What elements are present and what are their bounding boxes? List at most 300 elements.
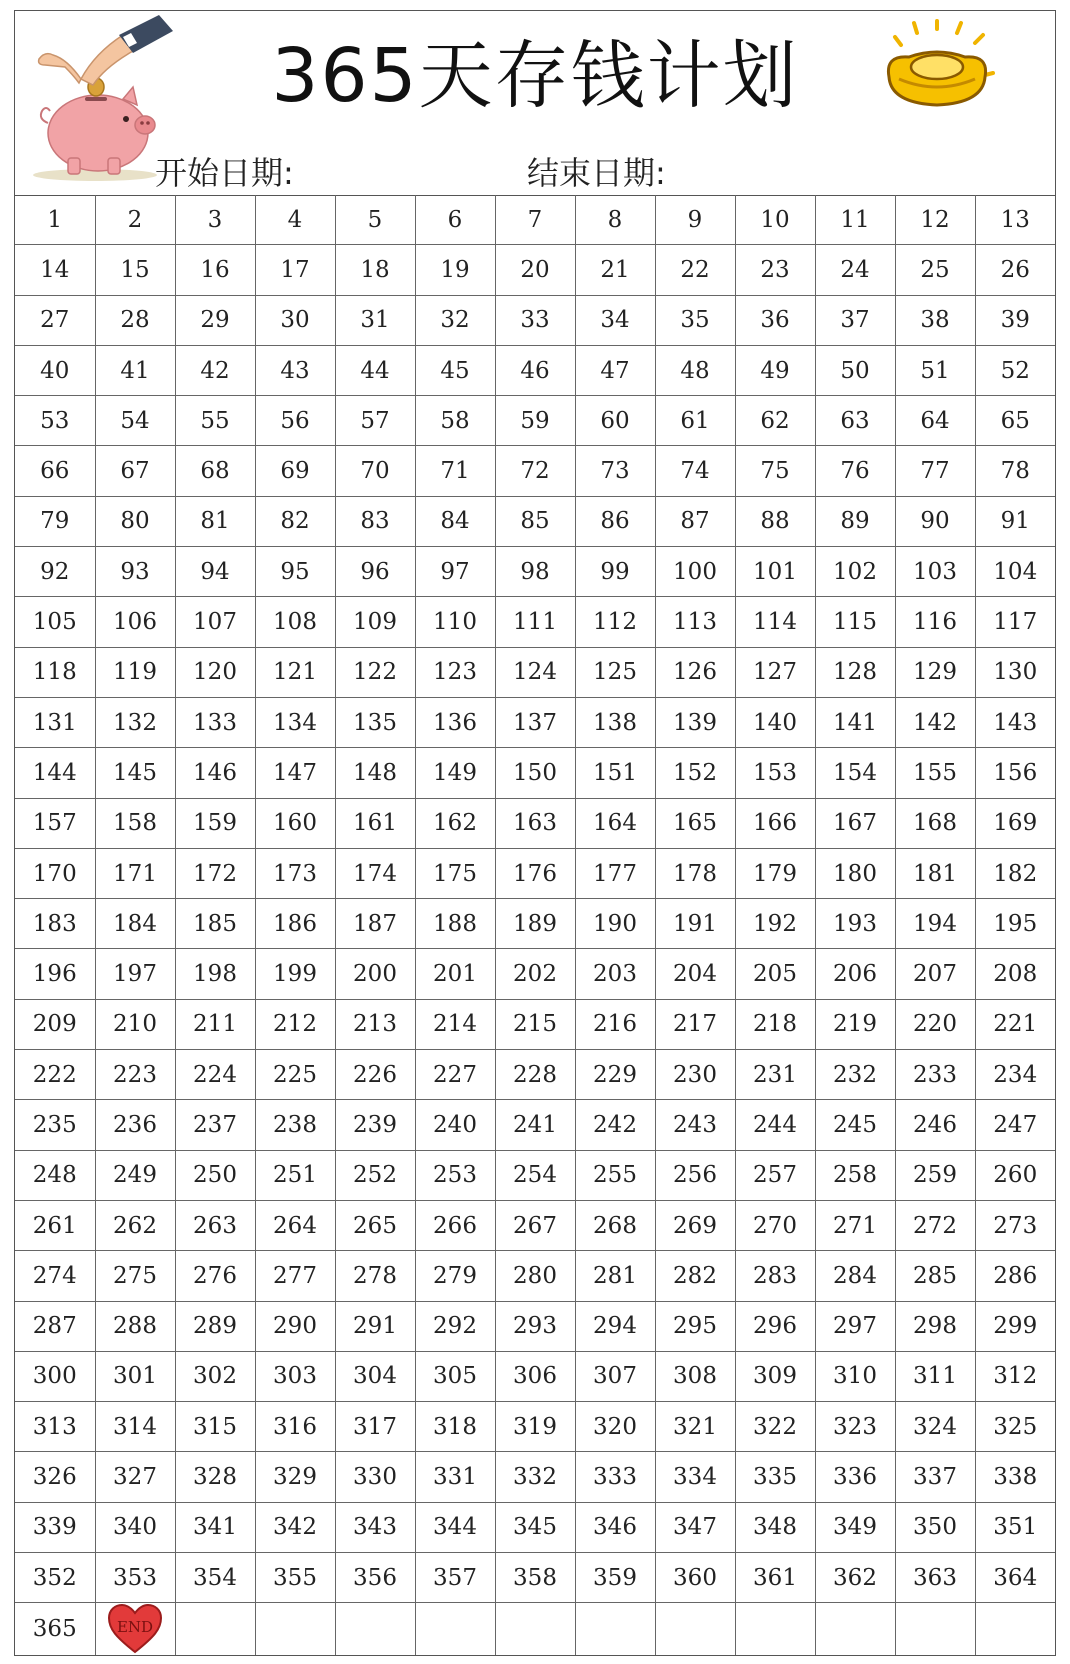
day-cell[interactable]: 143 (975, 697, 1055, 747)
day-cell[interactable]: 330 (335, 1452, 415, 1502)
day-cell[interactable]: 63 (815, 396, 895, 446)
day-cell[interactable]: 39 (975, 295, 1055, 345)
day-cell[interactable]: 280 (495, 1251, 575, 1301)
day-cell[interactable]: 11 (815, 195, 895, 245)
day-cell[interactable]: 299 (975, 1301, 1055, 1351)
day-cell[interactable]: 35 (655, 295, 735, 345)
day-cell[interactable]: 306 (495, 1351, 575, 1401)
day-cell[interactable]: 272 (895, 1200, 975, 1250)
day-cell[interactable]: 121 (255, 647, 335, 697)
day-cell[interactable]: 283 (735, 1251, 815, 1301)
day-cell[interactable]: 297 (815, 1301, 895, 1351)
day-cell[interactable]: 80 (95, 496, 175, 546)
day-cell[interactable]: 290 (255, 1301, 335, 1351)
day-cell[interactable]: 333 (575, 1452, 655, 1502)
day-cell[interactable]: 361 (735, 1553, 815, 1603)
day-cell[interactable]: 274 (15, 1251, 95, 1301)
day-cell[interactable]: 185 (175, 899, 255, 949)
day-cell[interactable]: 279 (415, 1251, 495, 1301)
day-cell[interactable]: 363 (895, 1553, 975, 1603)
day-cell[interactable]: 107 (175, 597, 255, 647)
day-cell[interactable]: 123 (415, 647, 495, 697)
day-cell[interactable]: 74 (655, 446, 735, 496)
day-cell[interactable]: 132 (95, 697, 175, 747)
day-cell[interactable]: 100 (655, 547, 735, 597)
day-cell[interactable]: 93 (95, 547, 175, 597)
day-cell[interactable]: 41 (95, 345, 175, 395)
day-cell[interactable]: 120 (175, 647, 255, 697)
day-cell[interactable]: 184 (95, 899, 175, 949)
day-cell[interactable]: 339 (15, 1502, 95, 1552)
day-cell[interactable]: 85 (495, 496, 575, 546)
day-cell[interactable]: 117 (975, 597, 1055, 647)
day-cell[interactable]: 261 (15, 1200, 95, 1250)
day-cell[interactable]: 275 (95, 1251, 175, 1301)
day-cell[interactable]: 226 (335, 1050, 415, 1100)
day-cell[interactable]: 216 (575, 999, 655, 1049)
day-cell[interactable]: 124 (495, 647, 575, 697)
day-cell[interactable]: 31 (335, 295, 415, 345)
day-cell[interactable]: 94 (175, 547, 255, 597)
day-cell[interactable]: 355 (255, 1553, 335, 1603)
day-cell[interactable]: 218 (735, 999, 815, 1049)
day-cell[interactable]: 22 (655, 245, 735, 295)
day-cell[interactable]: 189 (495, 899, 575, 949)
day-cell[interactable]: 83 (335, 496, 415, 546)
day-cell[interactable]: 40 (15, 345, 95, 395)
day-cell[interactable]: 116 (895, 597, 975, 647)
day-cell[interactable]: 10 (735, 195, 815, 245)
day-cell[interactable]: 58 (415, 396, 495, 446)
day-cell[interactable]: 255 (575, 1150, 655, 1200)
day-cell[interactable]: 277 (255, 1251, 335, 1301)
day-cell[interactable]: 207 (895, 949, 975, 999)
empty-cell[interactable] (495, 1603, 575, 1656)
day-cell[interactable]: 186 (255, 899, 335, 949)
day-cell[interactable]: 113 (655, 597, 735, 647)
day-cell[interactable]: 223 (95, 1050, 175, 1100)
day-cell[interactable]: 325 (975, 1402, 1055, 1452)
day-cell[interactable]: 190 (575, 899, 655, 949)
day-cell[interactable]: 3 (175, 195, 255, 245)
day-cell[interactable]: 122 (335, 647, 415, 697)
day-cell[interactable]: 69 (255, 446, 335, 496)
day-cell[interactable]: 140 (735, 697, 815, 747)
day-cell[interactable]: 256 (655, 1150, 735, 1200)
day-cell[interactable]: 309 (735, 1351, 815, 1401)
day-cell[interactable]: 356 (335, 1553, 415, 1603)
day-cell[interactable]: 252 (335, 1150, 415, 1200)
empty-cell[interactable] (655, 1603, 735, 1656)
day-cell[interactable]: 17 (255, 245, 335, 295)
day-cell[interactable]: 237 (175, 1100, 255, 1150)
day-cell[interactable]: 59 (495, 396, 575, 446)
day-cell[interactable]: 30 (255, 295, 335, 345)
day-cell[interactable]: 239 (335, 1100, 415, 1150)
day-cell[interactable]: 130 (975, 647, 1055, 697)
day-cell[interactable]: 51 (895, 345, 975, 395)
day-cell[interactable]: 289 (175, 1301, 255, 1351)
day-cell[interactable]: 135 (335, 697, 415, 747)
day-cell[interactable]: 228 (495, 1050, 575, 1100)
day-cell[interactable]: 281 (575, 1251, 655, 1301)
day-cell[interactable]: 345 (495, 1502, 575, 1552)
day-cell[interactable]: 99 (575, 547, 655, 597)
day-cell[interactable]: 362 (815, 1553, 895, 1603)
day-cell[interactable]: 233 (895, 1050, 975, 1100)
day-cell[interactable]: 172 (175, 848, 255, 898)
day-cell[interactable]: 250 (175, 1150, 255, 1200)
day-cell[interactable]: 1 (15, 195, 95, 245)
day-cell[interactable]: 298 (895, 1301, 975, 1351)
day-cell[interactable]: 125 (575, 647, 655, 697)
day-cell[interactable]: 183 (15, 899, 95, 949)
day-cell[interactable]: 295 (655, 1301, 735, 1351)
day-cell[interactable]: 269 (655, 1200, 735, 1250)
day-cell[interactable]: 199 (255, 949, 335, 999)
day-cell[interactable]: 296 (735, 1301, 815, 1351)
day-cell[interactable]: 148 (335, 748, 415, 798)
day-cell[interactable]: 7 (495, 195, 575, 245)
day-cell[interactable]: 241 (495, 1100, 575, 1150)
day-cell[interactable]: 315 (175, 1402, 255, 1452)
day-cell[interactable]: 243 (655, 1100, 735, 1150)
day-cell[interactable]: 202 (495, 949, 575, 999)
day-cell[interactable]: 232 (815, 1050, 895, 1100)
end-cell[interactable] (95, 1603, 175, 1656)
day-cell[interactable]: 221 (975, 999, 1055, 1049)
empty-cell[interactable] (815, 1603, 895, 1656)
day-cell[interactable]: 26 (975, 245, 1055, 295)
day-cell[interactable]: 195 (975, 899, 1055, 949)
day-cell[interactable]: 90 (895, 496, 975, 546)
day-cell[interactable]: 158 (95, 798, 175, 848)
day-cell[interactable]: 72 (495, 446, 575, 496)
day-cell[interactable]: 251 (255, 1150, 335, 1200)
day-cell[interactable]: 337 (895, 1452, 975, 1502)
day-cell[interactable]: 254 (495, 1150, 575, 1200)
day-cell[interactable]: 145 (95, 748, 175, 798)
day-cell[interactable]: 49 (735, 345, 815, 395)
day-cell[interactable]: 271 (815, 1200, 895, 1250)
day-cell[interactable]: 163 (495, 798, 575, 848)
day-cell[interactable]: 198 (175, 949, 255, 999)
day-cell[interactable]: 227 (415, 1050, 495, 1100)
day-cell[interactable]: 141 (815, 697, 895, 747)
day-cell[interactable]: 352 (15, 1553, 95, 1603)
day-cell[interactable]: 192 (735, 899, 815, 949)
day-cell[interactable]: 187 (335, 899, 415, 949)
day-cell[interactable]: 61 (655, 396, 735, 446)
day-cell[interactable]: 109 (335, 597, 415, 647)
day-cell[interactable]: 174 (335, 848, 415, 898)
day-cell[interactable]: 188 (415, 899, 495, 949)
day-cell[interactable]: 273 (975, 1200, 1055, 1250)
day-cell[interactable]: 118 (15, 647, 95, 697)
day-cell[interactable]: 38 (895, 295, 975, 345)
day-cell[interactable]: 234 (975, 1050, 1055, 1100)
day-cell[interactable]: 341 (175, 1502, 255, 1552)
day-cell[interactable]: 238 (255, 1100, 335, 1150)
day-cell[interactable]: 358 (495, 1553, 575, 1603)
day-cell[interactable]: 138 (575, 697, 655, 747)
day-cell[interactable]: 15 (95, 245, 175, 295)
day-cell[interactable]: 131 (15, 697, 95, 747)
day-cell[interactable]: 200 (335, 949, 415, 999)
day-cell[interactable]: 14 (15, 245, 95, 295)
day-cell[interactable]: 179 (735, 848, 815, 898)
day-cell[interactable]: 56 (255, 396, 335, 446)
day-cell[interactable]: 354 (175, 1553, 255, 1603)
day-cell[interactable]: 60 (575, 396, 655, 446)
day-cell[interactable]: 76 (815, 446, 895, 496)
day-cell[interactable]: 262 (95, 1200, 175, 1250)
day-cell[interactable]: 307 (575, 1351, 655, 1401)
day-cell[interactable]: 225 (255, 1050, 335, 1100)
day-cell[interactable]: 340 (95, 1502, 175, 1552)
empty-cell[interactable] (735, 1603, 815, 1656)
day-cell[interactable]: 244 (735, 1100, 815, 1150)
day-cell[interactable]: 211 (175, 999, 255, 1049)
day-cell[interactable]: 68 (175, 446, 255, 496)
day-cell[interactable]: 203 (575, 949, 655, 999)
day-cell[interactable]: 6 (415, 195, 495, 245)
day-cell[interactable]: 313 (15, 1402, 95, 1452)
day-cell[interactable]: 324 (895, 1402, 975, 1452)
day-cell[interactable]: 220 (895, 999, 975, 1049)
day-cell[interactable]: 230 (655, 1050, 735, 1100)
day-cell[interactable]: 359 (575, 1553, 655, 1603)
day-cell[interactable]: 53 (15, 396, 95, 446)
day-cell[interactable]: 137 (495, 697, 575, 747)
day-cell[interactable]: 300 (15, 1351, 95, 1401)
day-cell[interactable]: 152 (655, 748, 735, 798)
day-cell[interactable]: 57 (335, 396, 415, 446)
day-cell[interactable]: 332 (495, 1452, 575, 1502)
day-cell[interactable]: 357 (415, 1553, 495, 1603)
day-cell[interactable]: 8 (575, 195, 655, 245)
day-cell[interactable]: 353 (95, 1553, 175, 1603)
day-cell[interactable]: 204 (655, 949, 735, 999)
day-cell[interactable]: 201 (415, 949, 495, 999)
day-cell[interactable]: 320 (575, 1402, 655, 1452)
day-cell[interactable]: 308 (655, 1351, 735, 1401)
day-cell[interactable]: 162 (415, 798, 495, 848)
day-cell[interactable]: 336 (815, 1452, 895, 1502)
day-cell[interactable]: 208 (975, 949, 1055, 999)
day-cell[interactable]: 37 (815, 295, 895, 345)
day-cell[interactable]: 33 (495, 295, 575, 345)
empty-cell[interactable] (335, 1603, 415, 1656)
empty-cell[interactable] (255, 1603, 335, 1656)
day-cell[interactable]: 240 (415, 1100, 495, 1150)
day-cell[interactable]: 82 (255, 496, 335, 546)
day-cell[interactable]: 266 (415, 1200, 495, 1250)
day-cell[interactable]: 276 (175, 1251, 255, 1301)
day-cell[interactable]: 178 (655, 848, 735, 898)
day-cell[interactable]: 180 (815, 848, 895, 898)
day-cell[interactable]: 364 (975, 1553, 1055, 1603)
day-cell[interactable]: 212 (255, 999, 335, 1049)
day-cell[interactable]: 264 (255, 1200, 335, 1250)
day-cell[interactable]: 224 (175, 1050, 255, 1100)
day-cell[interactable]: 153 (735, 748, 815, 798)
day-cell[interactable]: 350 (895, 1502, 975, 1552)
day-cell[interactable]: 214 (415, 999, 495, 1049)
day-cell[interactable]: 194 (895, 899, 975, 949)
day-cell[interactable]: 70 (335, 446, 415, 496)
day-cell[interactable]: 219 (815, 999, 895, 1049)
day-cell[interactable]: 210 (95, 999, 175, 1049)
day-cell[interactable]: 235 (15, 1100, 95, 1150)
day-cell[interactable]: 303 (255, 1351, 335, 1401)
day-cell[interactable]: 142 (895, 697, 975, 747)
day-cell[interactable]: 54 (95, 396, 175, 446)
day-cell[interactable]: 247 (975, 1100, 1055, 1150)
day-cell[interactable]: 42 (175, 345, 255, 395)
day-cell[interactable]: 2 (95, 195, 175, 245)
day-cell[interactable]: 301 (95, 1351, 175, 1401)
day-cell[interactable]: 346 (575, 1502, 655, 1552)
day-cell[interactable]: 104 (975, 547, 1055, 597)
day-cell[interactable]: 331 (415, 1452, 495, 1502)
day-cell[interactable]: 193 (815, 899, 895, 949)
day-cell[interactable]: 157 (15, 798, 95, 848)
day-cell[interactable]: 182 (975, 848, 1055, 898)
day-cell[interactable]: 167 (815, 798, 895, 848)
day-cell[interactable]: 253 (415, 1150, 495, 1200)
day-cell[interactable]: 347 (655, 1502, 735, 1552)
day-cell[interactable]: 55 (175, 396, 255, 446)
day-cell[interactable]: 318 (415, 1402, 495, 1452)
day-cell[interactable]: 160 (255, 798, 335, 848)
day-cell[interactable]: 110 (415, 597, 495, 647)
day-cell[interactable]: 170 (15, 848, 95, 898)
day-cell[interactable]: 311 (895, 1351, 975, 1401)
day-cell[interactable]: 154 (815, 748, 895, 798)
day-cell[interactable]: 98 (495, 547, 575, 597)
day-cell[interactable]: 136 (415, 697, 495, 747)
day-cell[interactable]: 360 (655, 1553, 735, 1603)
day-cell[interactable]: 45 (415, 345, 495, 395)
day-cell[interactable]: 67 (95, 446, 175, 496)
day-cell[interactable]: 21 (575, 245, 655, 295)
day-cell[interactable]: 91 (975, 496, 1055, 546)
day-cell[interactable]: 44 (335, 345, 415, 395)
day-cell[interactable]: 50 (815, 345, 895, 395)
empty-cell[interactable] (895, 1603, 975, 1656)
day-cell[interactable]: 181 (895, 848, 975, 898)
day-cell[interactable]: 215 (495, 999, 575, 1049)
day-cell[interactable]: 217 (655, 999, 735, 1049)
day-cell[interactable]: 349 (815, 1502, 895, 1552)
day-cell[interactable]: 144 (15, 748, 95, 798)
day-cell[interactable]: 23 (735, 245, 815, 295)
day-cell[interactable]: 231 (735, 1050, 815, 1100)
day-cell[interactable]: 151 (575, 748, 655, 798)
day-cell[interactable]: 338 (975, 1452, 1055, 1502)
day-cell[interactable]: 5 (335, 195, 415, 245)
day-cell[interactable]: 288 (95, 1301, 175, 1351)
day-cell[interactable]: 97 (415, 547, 495, 597)
day-cell[interactable]: 258 (815, 1150, 895, 1200)
day-cell[interactable]: 205 (735, 949, 815, 999)
empty-cell[interactable] (175, 1603, 255, 1656)
day-cell[interactable]: 257 (735, 1150, 815, 1200)
day-cell[interactable]: 171 (95, 848, 175, 898)
day-cell[interactable]: 150 (495, 748, 575, 798)
day-cell[interactable]: 81 (175, 496, 255, 546)
day-cell[interactable]: 322 (735, 1402, 815, 1452)
day-cell[interactable]: 78 (975, 446, 1055, 496)
day-cell[interactable]: 147 (255, 748, 335, 798)
day-cell[interactable]: 48 (655, 345, 735, 395)
day-cell[interactable]: 317 (335, 1402, 415, 1452)
day-cell[interactable]: 84 (415, 496, 495, 546)
day-cell[interactable]: 209 (15, 999, 95, 1049)
day-cell[interactable]: 175 (415, 848, 495, 898)
day-cell[interactable]: 236 (95, 1100, 175, 1150)
day-cell[interactable]: 196 (15, 949, 95, 999)
day-cell[interactable]: 365 (15, 1603, 95, 1656)
day-cell[interactable]: 291 (335, 1301, 415, 1351)
day-cell[interactable]: 286 (975, 1251, 1055, 1301)
day-cell[interactable]: 43 (255, 345, 335, 395)
day-cell[interactable]: 9 (655, 195, 735, 245)
day-cell[interactable]: 101 (735, 547, 815, 597)
day-cell[interactable]: 115 (815, 597, 895, 647)
day-cell[interactable]: 106 (95, 597, 175, 647)
day-cell[interactable]: 77 (895, 446, 975, 496)
day-cell[interactable]: 328 (175, 1452, 255, 1502)
day-cell[interactable]: 24 (815, 245, 895, 295)
day-cell[interactable]: 343 (335, 1502, 415, 1552)
day-cell[interactable]: 310 (815, 1351, 895, 1401)
day-cell[interactable]: 263 (175, 1200, 255, 1250)
day-cell[interactable]: 246 (895, 1100, 975, 1150)
day-cell[interactable]: 52 (975, 345, 1055, 395)
day-cell[interactable]: 334 (655, 1452, 735, 1502)
day-cell[interactable]: 282 (655, 1251, 735, 1301)
day-cell[interactable]: 64 (895, 396, 975, 446)
day-cell[interactable]: 133 (175, 697, 255, 747)
day-cell[interactable]: 128 (815, 647, 895, 697)
day-cell[interactable]: 102 (815, 547, 895, 597)
day-cell[interactable]: 20 (495, 245, 575, 295)
day-cell[interactable]: 92 (15, 547, 95, 597)
day-cell[interactable]: 302 (175, 1351, 255, 1401)
day-cell[interactable]: 134 (255, 697, 335, 747)
day-cell[interactable]: 34 (575, 295, 655, 345)
day-cell[interactable]: 166 (735, 798, 815, 848)
day-cell[interactable]: 287 (15, 1301, 95, 1351)
day-cell[interactable]: 165 (655, 798, 735, 848)
day-cell[interactable]: 245 (815, 1100, 895, 1150)
day-cell[interactable]: 329 (255, 1452, 335, 1502)
day-cell[interactable]: 164 (575, 798, 655, 848)
day-cell[interactable]: 127 (735, 647, 815, 697)
day-cell[interactable]: 105 (15, 597, 95, 647)
day-cell[interactable]: 12 (895, 195, 975, 245)
day-cell[interactable]: 242 (575, 1100, 655, 1150)
day-cell[interactable]: 103 (895, 547, 975, 597)
day-cell[interactable]: 96 (335, 547, 415, 597)
day-cell[interactable]: 351 (975, 1502, 1055, 1552)
day-cell[interactable]: 326 (15, 1452, 95, 1502)
day-cell[interactable]: 342 (255, 1502, 335, 1552)
day-cell[interactable]: 155 (895, 748, 975, 798)
day-cell[interactable]: 19 (415, 245, 495, 295)
